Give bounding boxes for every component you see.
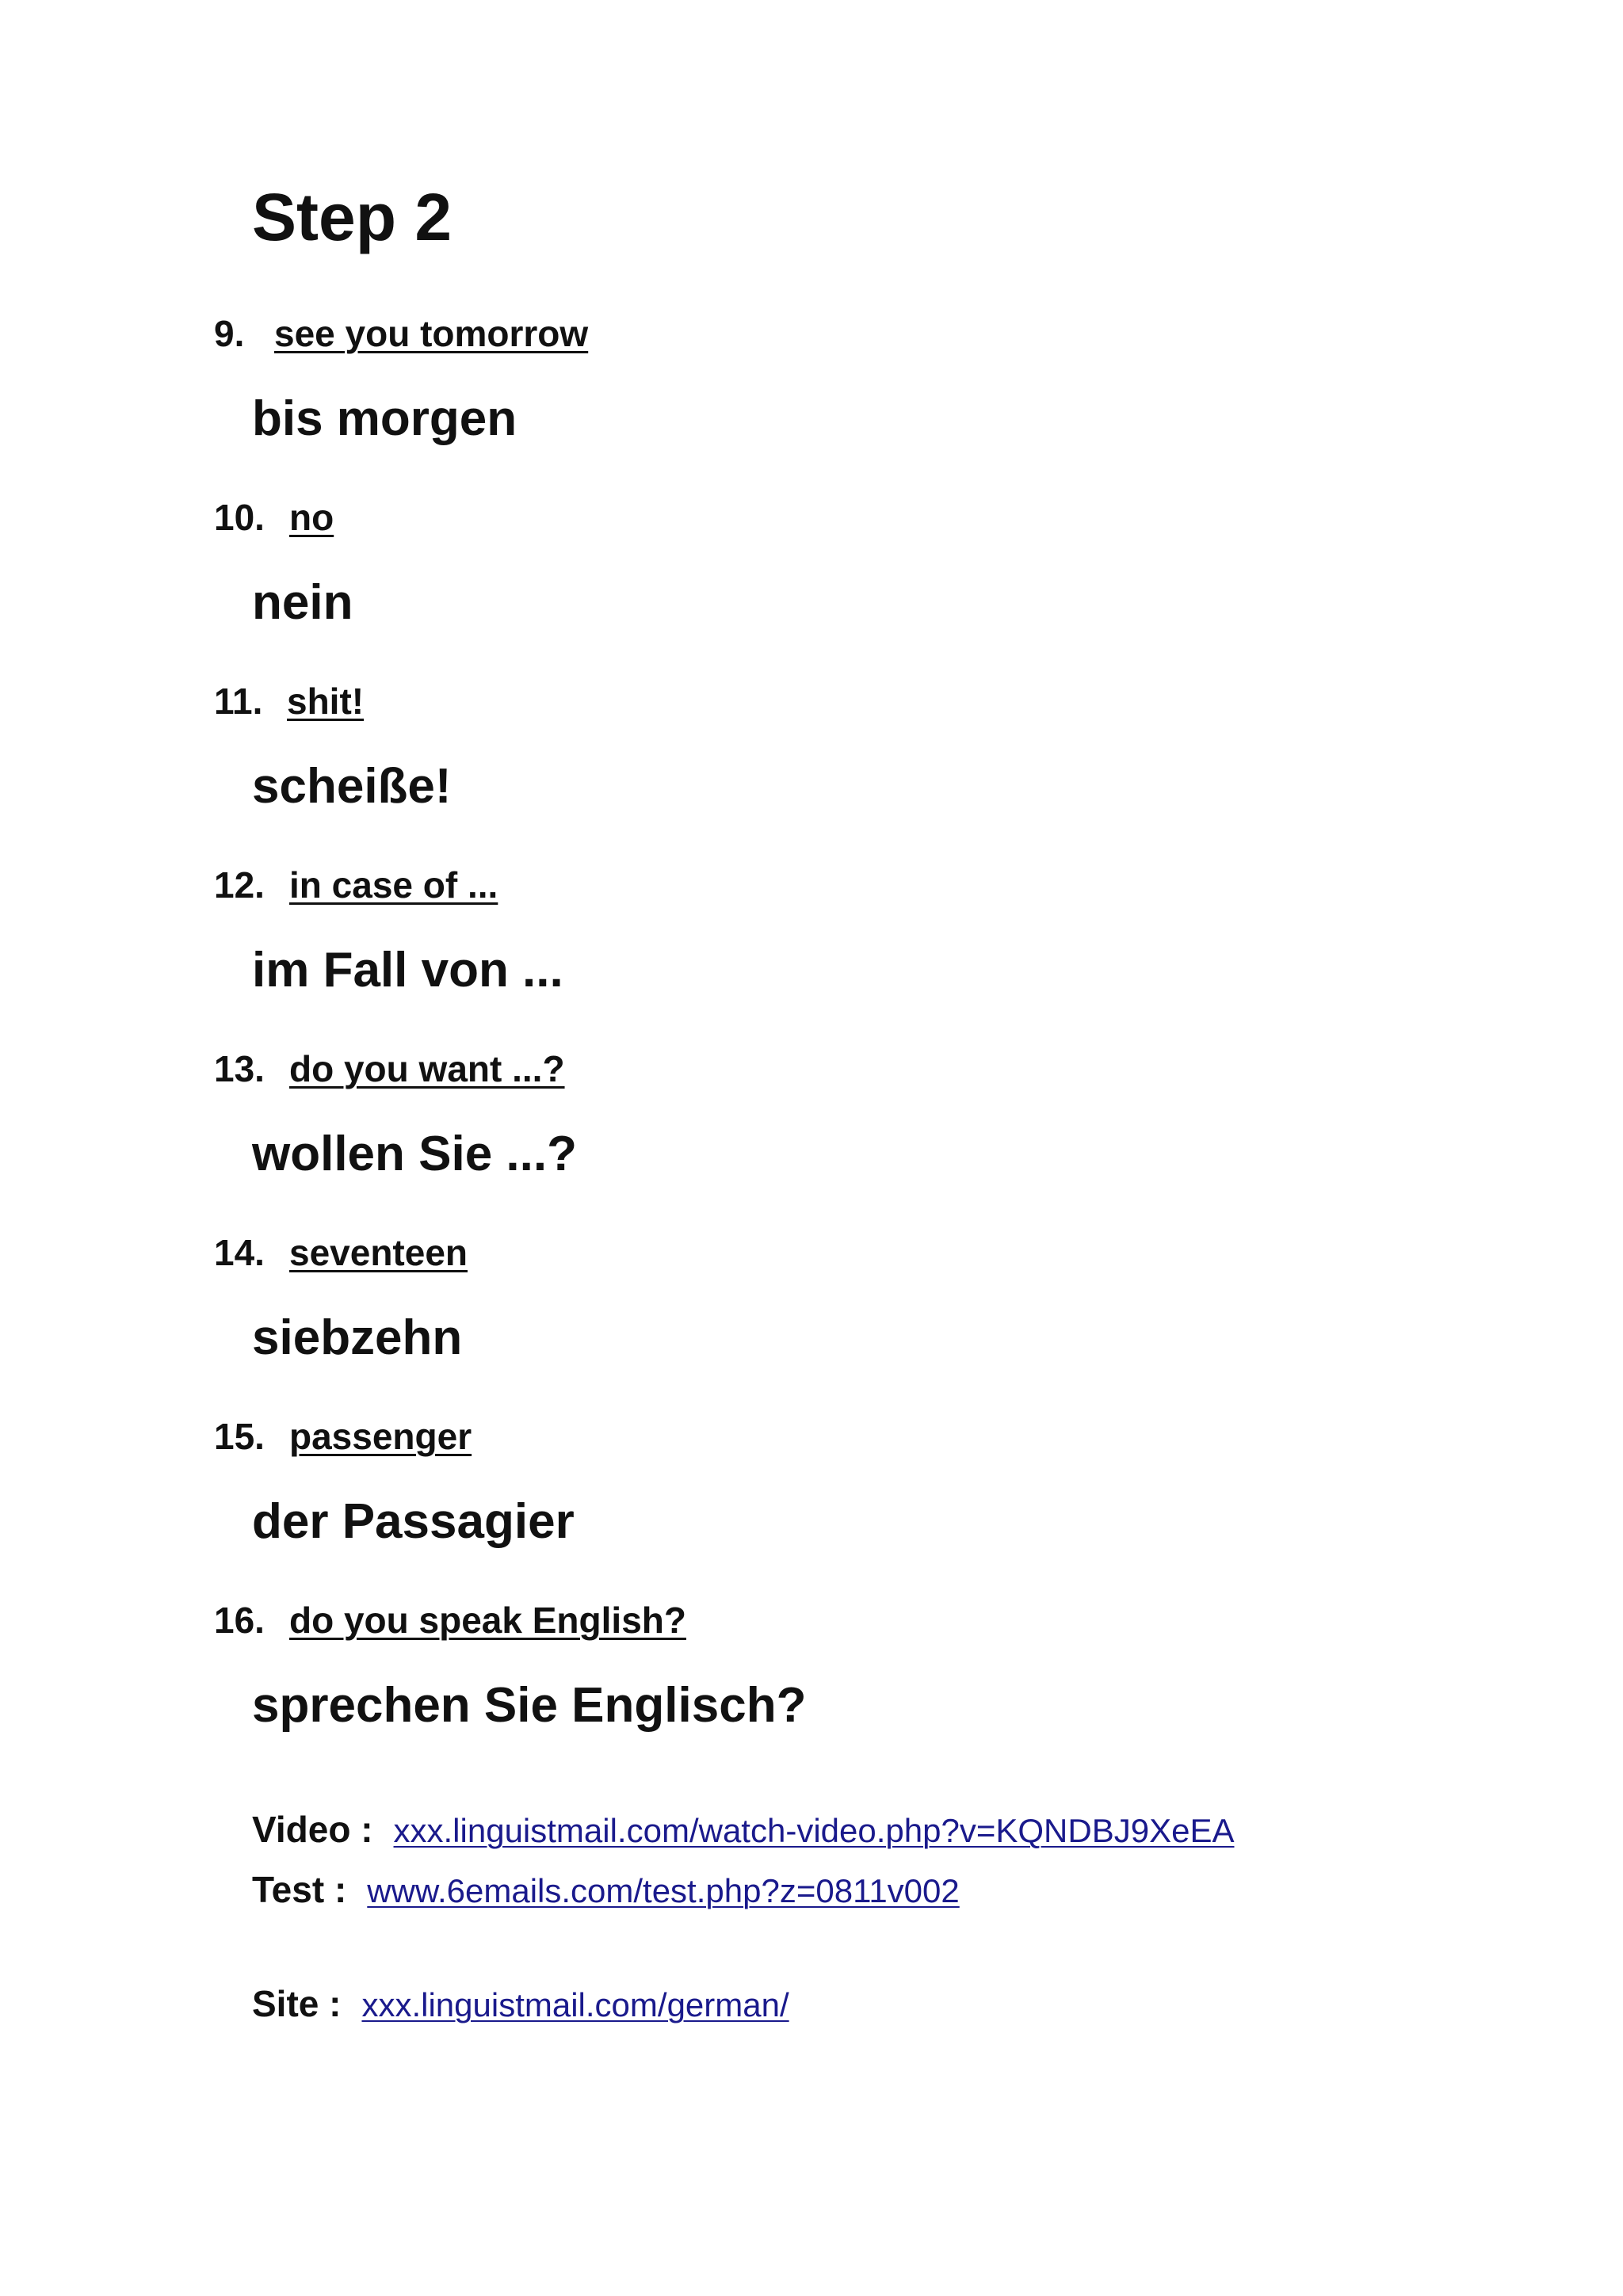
site-link[interactable]: xxx.linguistmail.com/german/ — [361, 1986, 789, 2023]
video-link-row — [252, 1808, 1234, 1851]
phrase-entry-12 — [0, 860, 1623, 1044]
english-phrase: see you tomorrow — [274, 313, 589, 354]
entry-number: 11. — [214, 681, 263, 722]
phrase-entry-9 — [0, 309, 1623, 493]
entry-number: 15. — [214, 1416, 265, 1457]
english-phrase: seventeen — [289, 1232, 468, 1273]
video-label: Video : — [252, 1809, 373, 1850]
video-link[interactable]: xxx.linguistmail.com/watch-video.php?v=KQNDBJ9XeEA — [393, 1812, 1235, 1849]
english-phrase: do you want ...? — [289, 1048, 565, 1089]
test-label: Test : — [252, 1869, 347, 1910]
german-translation: siebzehn — [252, 1310, 463, 1365]
test-link-row — [252, 1868, 960, 1911]
site-link-row — [252, 1982, 789, 2025]
german-translation: scheiße! — [252, 759, 452, 814]
entry-number: 10. — [214, 497, 265, 538]
phrase-list — [0, 309, 1623, 1779]
german-translation: im Fall von ... — [252, 943, 563, 997]
page-title: Step 2 — [252, 180, 453, 254]
german-translation: nein — [252, 575, 353, 630]
english-phrase: no — [289, 497, 334, 538]
english-phrase: passenger — [289, 1416, 472, 1457]
entry-number: 12. — [214, 864, 265, 906]
phrase-entry-11 — [0, 677, 1623, 860]
english-phrase: shit! — [287, 681, 365, 722]
entry-number: 13. — [214, 1048, 265, 1089]
phrase-entry-13 — [0, 1044, 1623, 1228]
phrase-entry-16 — [0, 1596, 1623, 1779]
entry-number: 14. — [214, 1232, 265, 1273]
german-translation: sprechen Sie Englisch? — [252, 1678, 807, 1733]
german-translation: der Passagier — [252, 1494, 575, 1549]
phrase-entry-15 — [0, 1412, 1623, 1596]
german-translation: bis morgen — [252, 391, 517, 446]
test-link[interactable]: www.6emails.com/test.php?z=0811v002 — [367, 1872, 960, 1909]
site-label: Site : — [252, 1983, 342, 2024]
english-phrase: in case of ... — [289, 864, 498, 906]
german-translation: wollen Sie ...? — [252, 1127, 577, 1181]
phrase-entry-14 — [0, 1228, 1623, 1412]
english-phrase: do you speak English? — [289, 1600, 686, 1641]
entry-number: 9. — [214, 313, 245, 354]
entry-number: 16. — [214, 1600, 265, 1641]
phrase-entry-10 — [0, 493, 1623, 677]
